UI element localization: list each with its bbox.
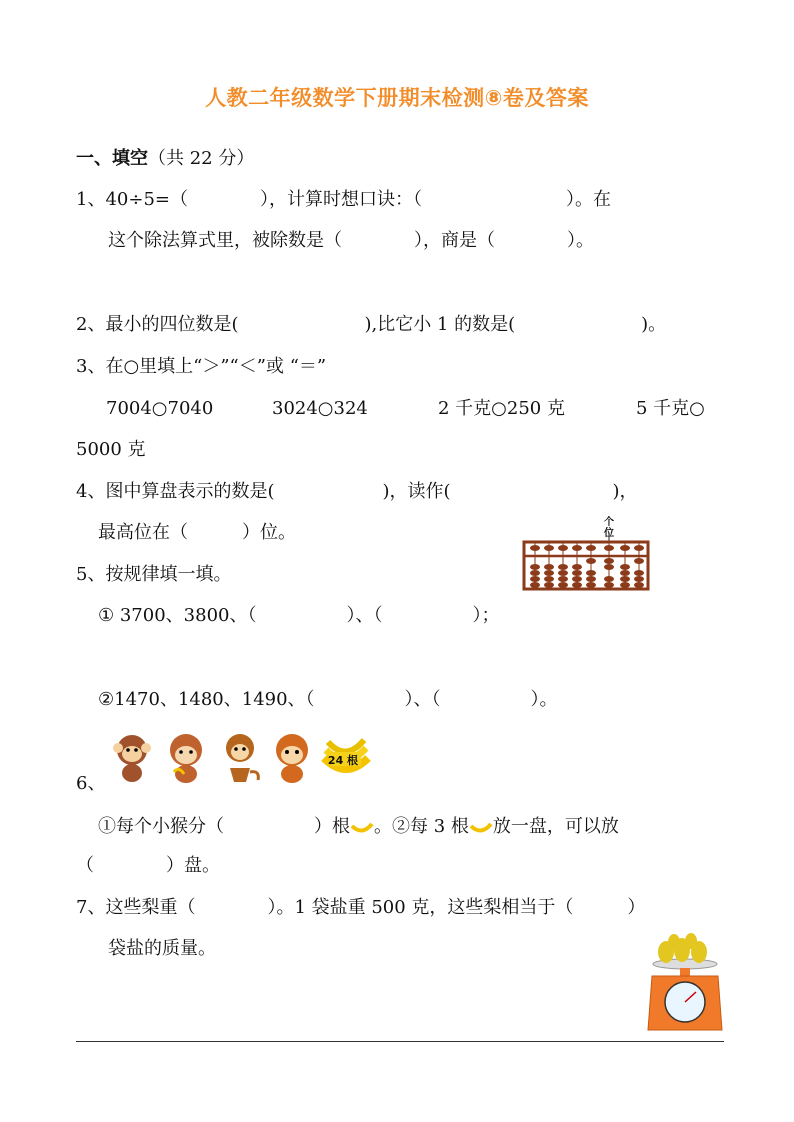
- abacus-figure: [522, 515, 652, 591]
- q3-item-3: 2 千克○250 克: [438, 398, 565, 419]
- q4-line2: 最高位在（ ）位。: [98, 522, 296, 543]
- q5-row2: ②1470、1480、1490、（ ）、（ ）。: [98, 689, 558, 710]
- q5-line1: 5、按规律填一填。: [76, 564, 232, 585]
- scale-figure: [644, 930, 726, 1034]
- q3-tail: 5000 克: [76, 439, 146, 460]
- monkeys-figure: [106, 728, 376, 784]
- footer-rule: [76, 1041, 724, 1042]
- q6-part1-b: 。②每 3 根: [374, 816, 469, 837]
- section-points: （共 22 分）: [148, 148, 255, 169]
- q4-line1: 4、图中算盘表示的数是( )，读作( )，: [76, 481, 638, 502]
- q5-row1: ① 3700、3800、（ ）、（ ）；: [98, 605, 500, 626]
- section-heading: [76, 147, 254, 171]
- scale-icon: [644, 930, 726, 1034]
- banana-icon: [350, 818, 374, 836]
- section-title: 一、填空: [76, 148, 148, 169]
- q1-line1: 1、40÷5=（ ），计算时想口诀：（ ）。在: [76, 189, 611, 210]
- q6-line2: （ ）盘。: [76, 855, 220, 876]
- q7-line2: 袋盐的质量。: [108, 938, 216, 959]
- q6-part1-c: 放一盘，可以放: [492, 816, 619, 837]
- q6-line1: [98, 815, 619, 839]
- banana-icon: [469, 818, 493, 836]
- q2-line1: 2、最小的四位数是( ),比它小 1 的数是( )。: [76, 314, 667, 335]
- q3-item-1: 7004○7040: [106, 398, 214, 419]
- q6-part1-a: ①每个小猴分（ ）根: [98, 816, 350, 837]
- q3-item-2: 3024○324: [272, 398, 368, 419]
- banana-count-label: 24 根: [327, 754, 359, 767]
- abacus-ones-label: 个位: [604, 517, 614, 539]
- q6-number: 6、: [76, 773, 106, 794]
- q3-item-4: 5 千克○: [636, 398, 705, 419]
- q1-line2: 这个除法算式里，被除数是（ ），商是（ ）。: [108, 230, 594, 251]
- abacus-icon: [522, 515, 652, 591]
- q3-line1: 3、在○里填上“＞”“＜”或 “＝”: [76, 356, 327, 377]
- q7-line1: 7、这些梨重（ ）。1 袋盐重 500 克，这些梨相当于（ ）: [76, 897, 646, 918]
- page-title: 人教二年级数学下册期末检测⑧卷及答案: [205, 86, 589, 110]
